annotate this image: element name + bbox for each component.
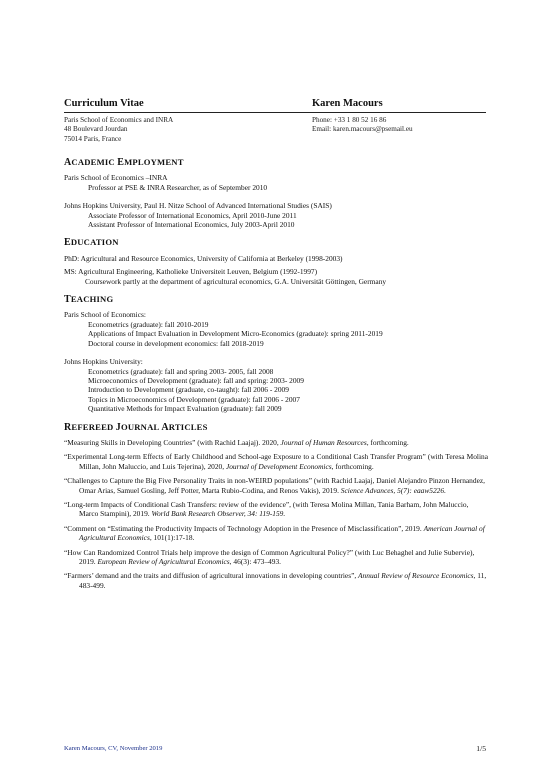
teaching-course: Quantitative Methods for Impact Evaluation (graduate): fall 2009 [88, 404, 282, 414]
article-entry: “Experimental Long-term Effects of Early Childhood and School-age Exposure to a Conditional Cash Transfer Program” (with Teresa Molina Millan, John Maluccio, and Luis Tejerina), 2020, Journal of Development Economics, forthcoming. [64, 452, 488, 471]
education-phd: PhD: Agricultural and Resource Economics, University of California at Berkeley (1998-2003) [64, 253, 343, 263]
teaching-course: Econometrics (graduate): fall and spring 2003- 2005, fall 2008 [88, 366, 274, 376]
education-ms-note: Coursework partly at the department of agricultural economics, G.A. Universität Göttingen, Germany [85, 276, 387, 286]
teaching-course: Doctoral course in development economics: fall 2018-2019 [88, 338, 264, 348]
teaching-institution: Paris School of Economics: [64, 310, 146, 320]
address-block [64, 116, 173, 144]
teaching-course: Econometrics (graduate): fall 2010-2019 [88, 319, 209, 329]
footer-label: Karen Macours, CV, November 2019 [64, 745, 163, 752]
contact-block [312, 116, 413, 135]
section-heading-articles: REFEREED JOURNAL ARTICLES [64, 421, 208, 433]
article-entry: “Farmers’ demand and the traits and diffusion of agricultural innovations in developing countries”, Annual Review of Resource Economics, 11, 483-499. [64, 571, 487, 590]
section-heading-education: EDUCATION [64, 237, 119, 249]
document-title: Curriculum Vitae [64, 98, 144, 109]
phone-line: Phone: +33 1 80 52 16 86 [312, 116, 387, 124]
address-line: 75014 Paris, France [64, 134, 122, 143]
education-ms: MS: Agricultural Engineering, Katholieke Universiteit Leuven, Belgium (1992-1997) [64, 267, 318, 277]
section-heading-teaching: TEACHING [64, 294, 114, 306]
employment-role: Professor at PSE & INRA Researcher, as of September 2010 [88, 182, 268, 192]
employment-role: Assistant Professor of International Economics, July 2003-April 2010 [88, 220, 295, 230]
employment-institution: Johns Hopkins University, Paul H. Nitze School of Advanced International Studies (SAIS) [64, 201, 332, 211]
article-entry: “Long-term Impacts of Conditional Cash Transfers: review of the evidence”, (with Teresa Molina Millan, Tania Barham, John Maluccio, Marco Stampini), 2019. World Bank Research Observer, 34: 119-159. [64, 499, 469, 519]
address-line: 48 Boulevard Jourdan [64, 125, 128, 134]
article-entry: “Measuring Skills in Developing Countries” (with Rachid Laajaj). 2020, Journal of Human Resources, forthcoming. [64, 437, 409, 447]
teaching-institution: Johns Hopkins University: [64, 357, 143, 367]
page-number: 1/5 [476, 744, 486, 753]
employment-role: Associate Professor of International Economics, April 2010-June 2011 [88, 210, 297, 220]
cv-body [64, 158, 488, 595]
teaching-course: Topics in Microeconomics of Development (graduate): fall 2006 - 2007 [88, 394, 300, 404]
author-name: Karen Macours [312, 98, 383, 109]
article-entry: “Comment on “Estimating the Productivity Impacts of Technology Adoption in the Presence of Misclassification”, 2019. American Journal of Agricultural Economics, 101(1):17-18. [64, 523, 485, 543]
teaching-course: Applications of Impact Evaluation in Development Micro-Economics (graduate): spring 2011-2019 [88, 329, 383, 339]
employment-institution: Paris School of Economics –INRA [64, 173, 168, 183]
article-entry: “How Can Randomized Control Trials help improve the design of Common Agricultural Policy?” (with Luc Behaghel and Julie Subervie), 2019. European Review of Agricultural Economics, 46(3): 473–493. [64, 547, 475, 566]
article-entry: “Challenges to Capture the Big Five Personality Traits in non-WEIRD populations” (with Rachid Laajaj, Daniel Alejandro Pinzon Hernandez, Omar Arias, Samuel Gosling, Jeff Potter, Marta Rubio-Codina, and Renos Vakis), 2019. Science Advances, 5(7): eaaw5226. [64, 476, 485, 495]
teaching-course: Introduction to Development (graduate, co-taught): fall 2006 - 2009 [88, 385, 289, 395]
teaching-course: Microeconomics of Development (graduate): fall and spring: 2003- 2009 [88, 375, 304, 385]
section-heading-employment: ACADEMIC EMPLOYMENT [64, 157, 184, 168]
header-divider [64, 112, 486, 113]
address-line: Paris School of Economics and INRA [64, 116, 174, 124]
email-line[interactable]: Email: karen.macours@psemail.eu [312, 125, 413, 134]
